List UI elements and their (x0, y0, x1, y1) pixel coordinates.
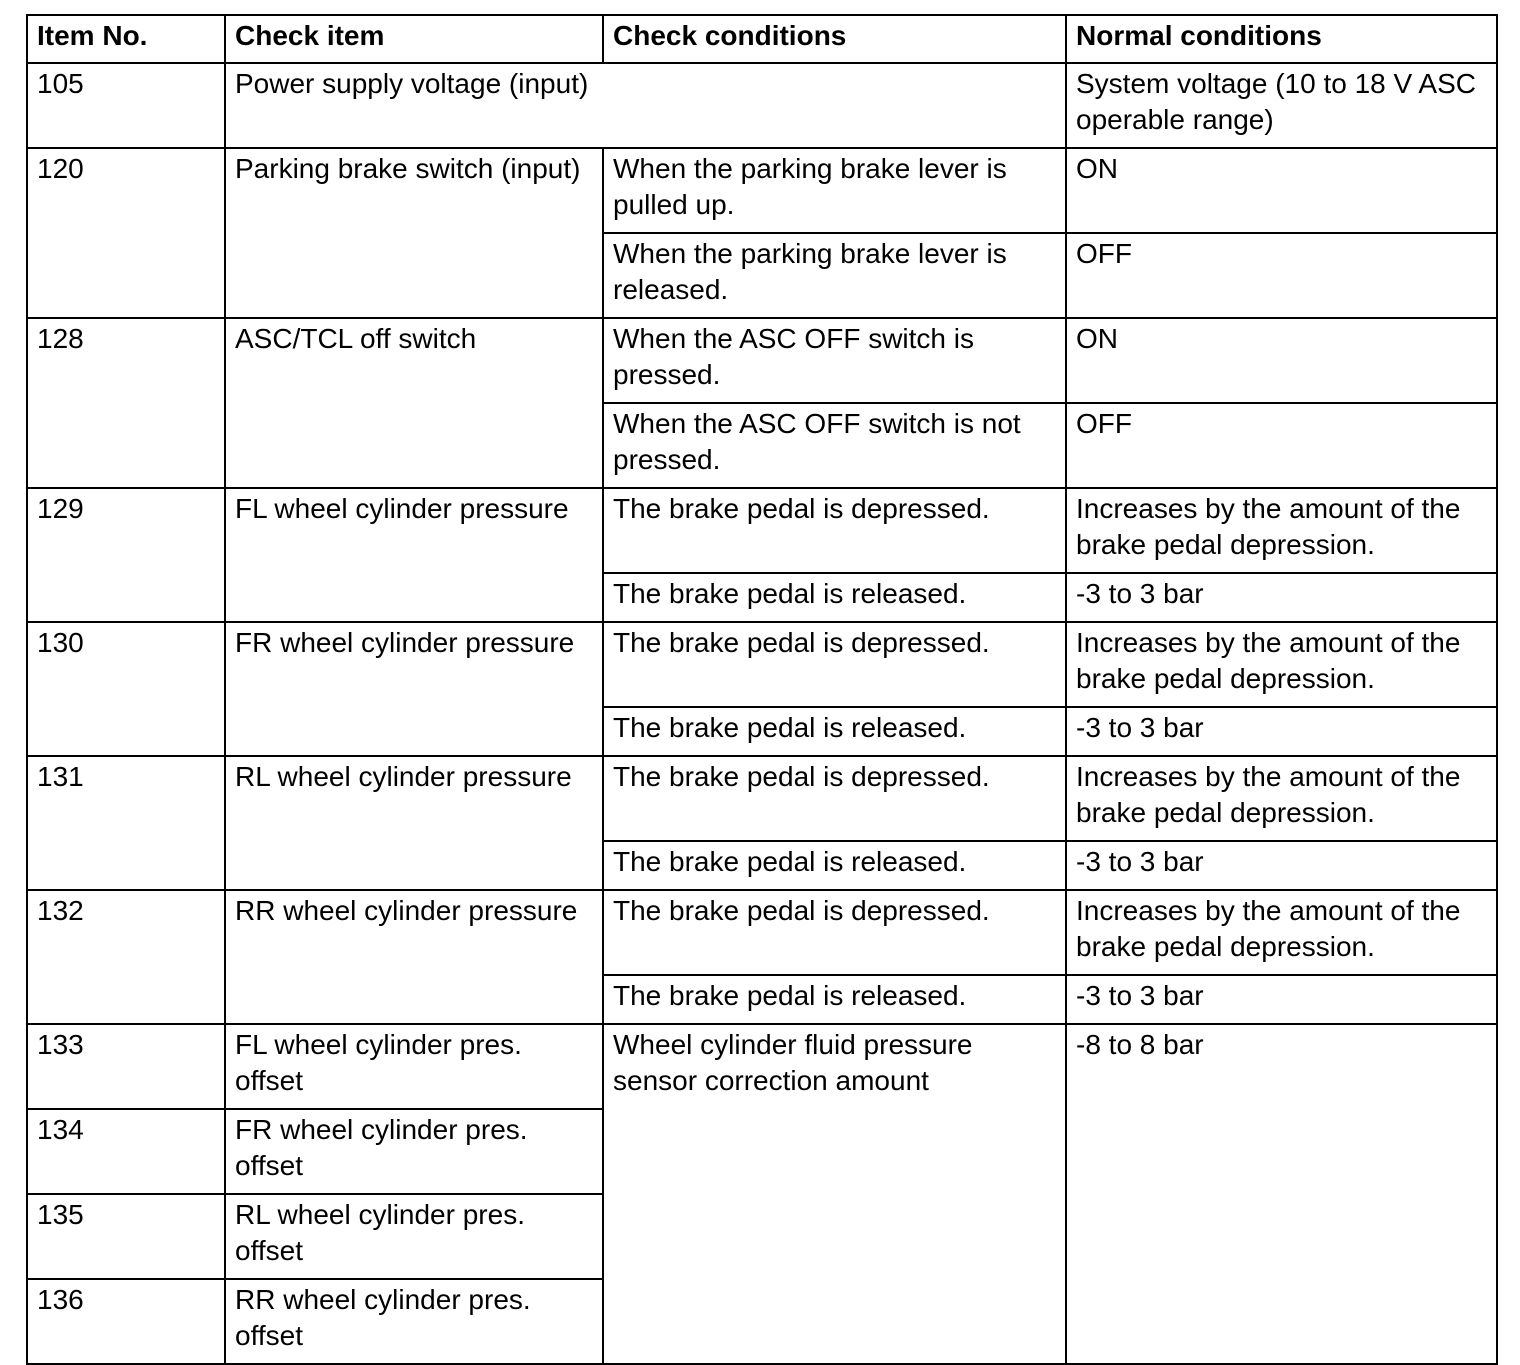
check-condition-cell: The brake pedal is released. (603, 573, 1066, 622)
item-no-cell: 130 (27, 622, 225, 756)
check-condition-cell: The brake pedal is depressed. (603, 622, 1066, 707)
normal-condition-cell: -3 to 3 bar (1066, 573, 1497, 622)
check-item-cell: ASC/TCL off switch (225, 318, 603, 488)
table-row (27, 622, 1497, 707)
table-row (27, 1024, 1497, 1109)
header-row (27, 15, 1497, 63)
check-condition-cell: When the parking brake lever is released. (603, 233, 1066, 318)
header-check-item: Check item (225, 15, 603, 63)
table-row (27, 63, 1497, 148)
check-item-cell: Power supply voltage (input) (225, 63, 1066, 148)
table-row (27, 756, 1497, 841)
normal-condition-cell: -3 to 3 bar (1066, 975, 1497, 1024)
normal-condition-cell: ON (1066, 148, 1497, 233)
check-condition-cell: The brake pedal is depressed. (603, 488, 1066, 573)
check-condition-cell: When the parking brake lever is pulled up. (603, 148, 1066, 233)
check-condition-cell: When the ASC OFF switch is not pressed. (603, 403, 1066, 488)
check-item-cell: RL wheel cylinder pres. offset (225, 1194, 603, 1279)
check-condition-cell: Wheel cylinder fluid pressure sensor correction amount (603, 1024, 1066, 1364)
normal-condition-cell: Increases by the amount of the brake pedal depression. (1066, 756, 1497, 841)
item-no-cell: 129 (27, 488, 225, 622)
check-condition-cell: When the ASC OFF switch is pressed. (603, 318, 1066, 403)
item-no-cell: 136 (27, 1279, 225, 1364)
item-no-cell: 128 (27, 318, 225, 488)
check-item-cell: FL wheel cylinder pressure (225, 488, 603, 622)
header-item-no: Item No. (27, 15, 225, 63)
check-item-cell: Parking brake switch (input) (225, 148, 603, 318)
check-item-cell: RR wheel cylinder pres. offset (225, 1279, 603, 1364)
normal-condition-cell: -3 to 3 bar (1066, 841, 1497, 890)
check-item-cell: FL wheel cylinder pres. offset (225, 1024, 603, 1109)
header-normal-conditions: Normal conditions (1066, 15, 1497, 63)
normal-condition-cell: System voltage (10 to 18 V ASC operable range) (1066, 63, 1497, 148)
item-no-cell: 132 (27, 890, 225, 1024)
check-condition-cell: The brake pedal is depressed. (603, 756, 1066, 841)
check-condition-cell: The brake pedal is depressed. (603, 890, 1066, 975)
normal-condition-cell: Increases by the amount of the brake pedal depression. (1066, 488, 1497, 573)
normal-condition-cell: OFF (1066, 403, 1497, 488)
normal-condition-cell: OFF (1066, 233, 1497, 318)
normal-condition-cell: Increases by the amount of the brake pedal depression. (1066, 622, 1497, 707)
check-item-cell: FR wheel cylinder pres. offset (225, 1109, 603, 1194)
item-no-cell: 133 (27, 1024, 225, 1109)
item-no-cell: 105 (27, 63, 225, 148)
normal-condition-cell: ON (1066, 318, 1497, 403)
item-no-cell: 120 (27, 148, 225, 318)
item-no-cell: 131 (27, 756, 225, 890)
table-row (27, 890, 1497, 975)
check-condition-cell: The brake pedal is released. (603, 707, 1066, 756)
table-row (27, 318, 1497, 403)
normal-condition-cell: -8 to 8 bar (1066, 1024, 1497, 1364)
check-item-cell: FR wheel cylinder pressure (225, 622, 603, 756)
check-item-cell: RL wheel cylinder pressure (225, 756, 603, 890)
check-condition-cell: The brake pedal is released. (603, 841, 1066, 890)
header-check-conditions: Check conditions (603, 15, 1066, 63)
check-item-cell: RR wheel cylinder pressure (225, 890, 603, 1024)
normal-condition-cell: Increases by the amount of the brake pedal depression. (1066, 890, 1497, 975)
item-no-cell: 134 (27, 1109, 225, 1194)
normal-condition-cell: -3 to 3 bar (1066, 707, 1497, 756)
data-monitor-table (26, 14, 1498, 1365)
check-condition-cell: The brake pedal is released. (603, 975, 1066, 1024)
item-no-cell: 135 (27, 1194, 225, 1279)
table-row (27, 148, 1497, 233)
table-row (27, 488, 1497, 573)
